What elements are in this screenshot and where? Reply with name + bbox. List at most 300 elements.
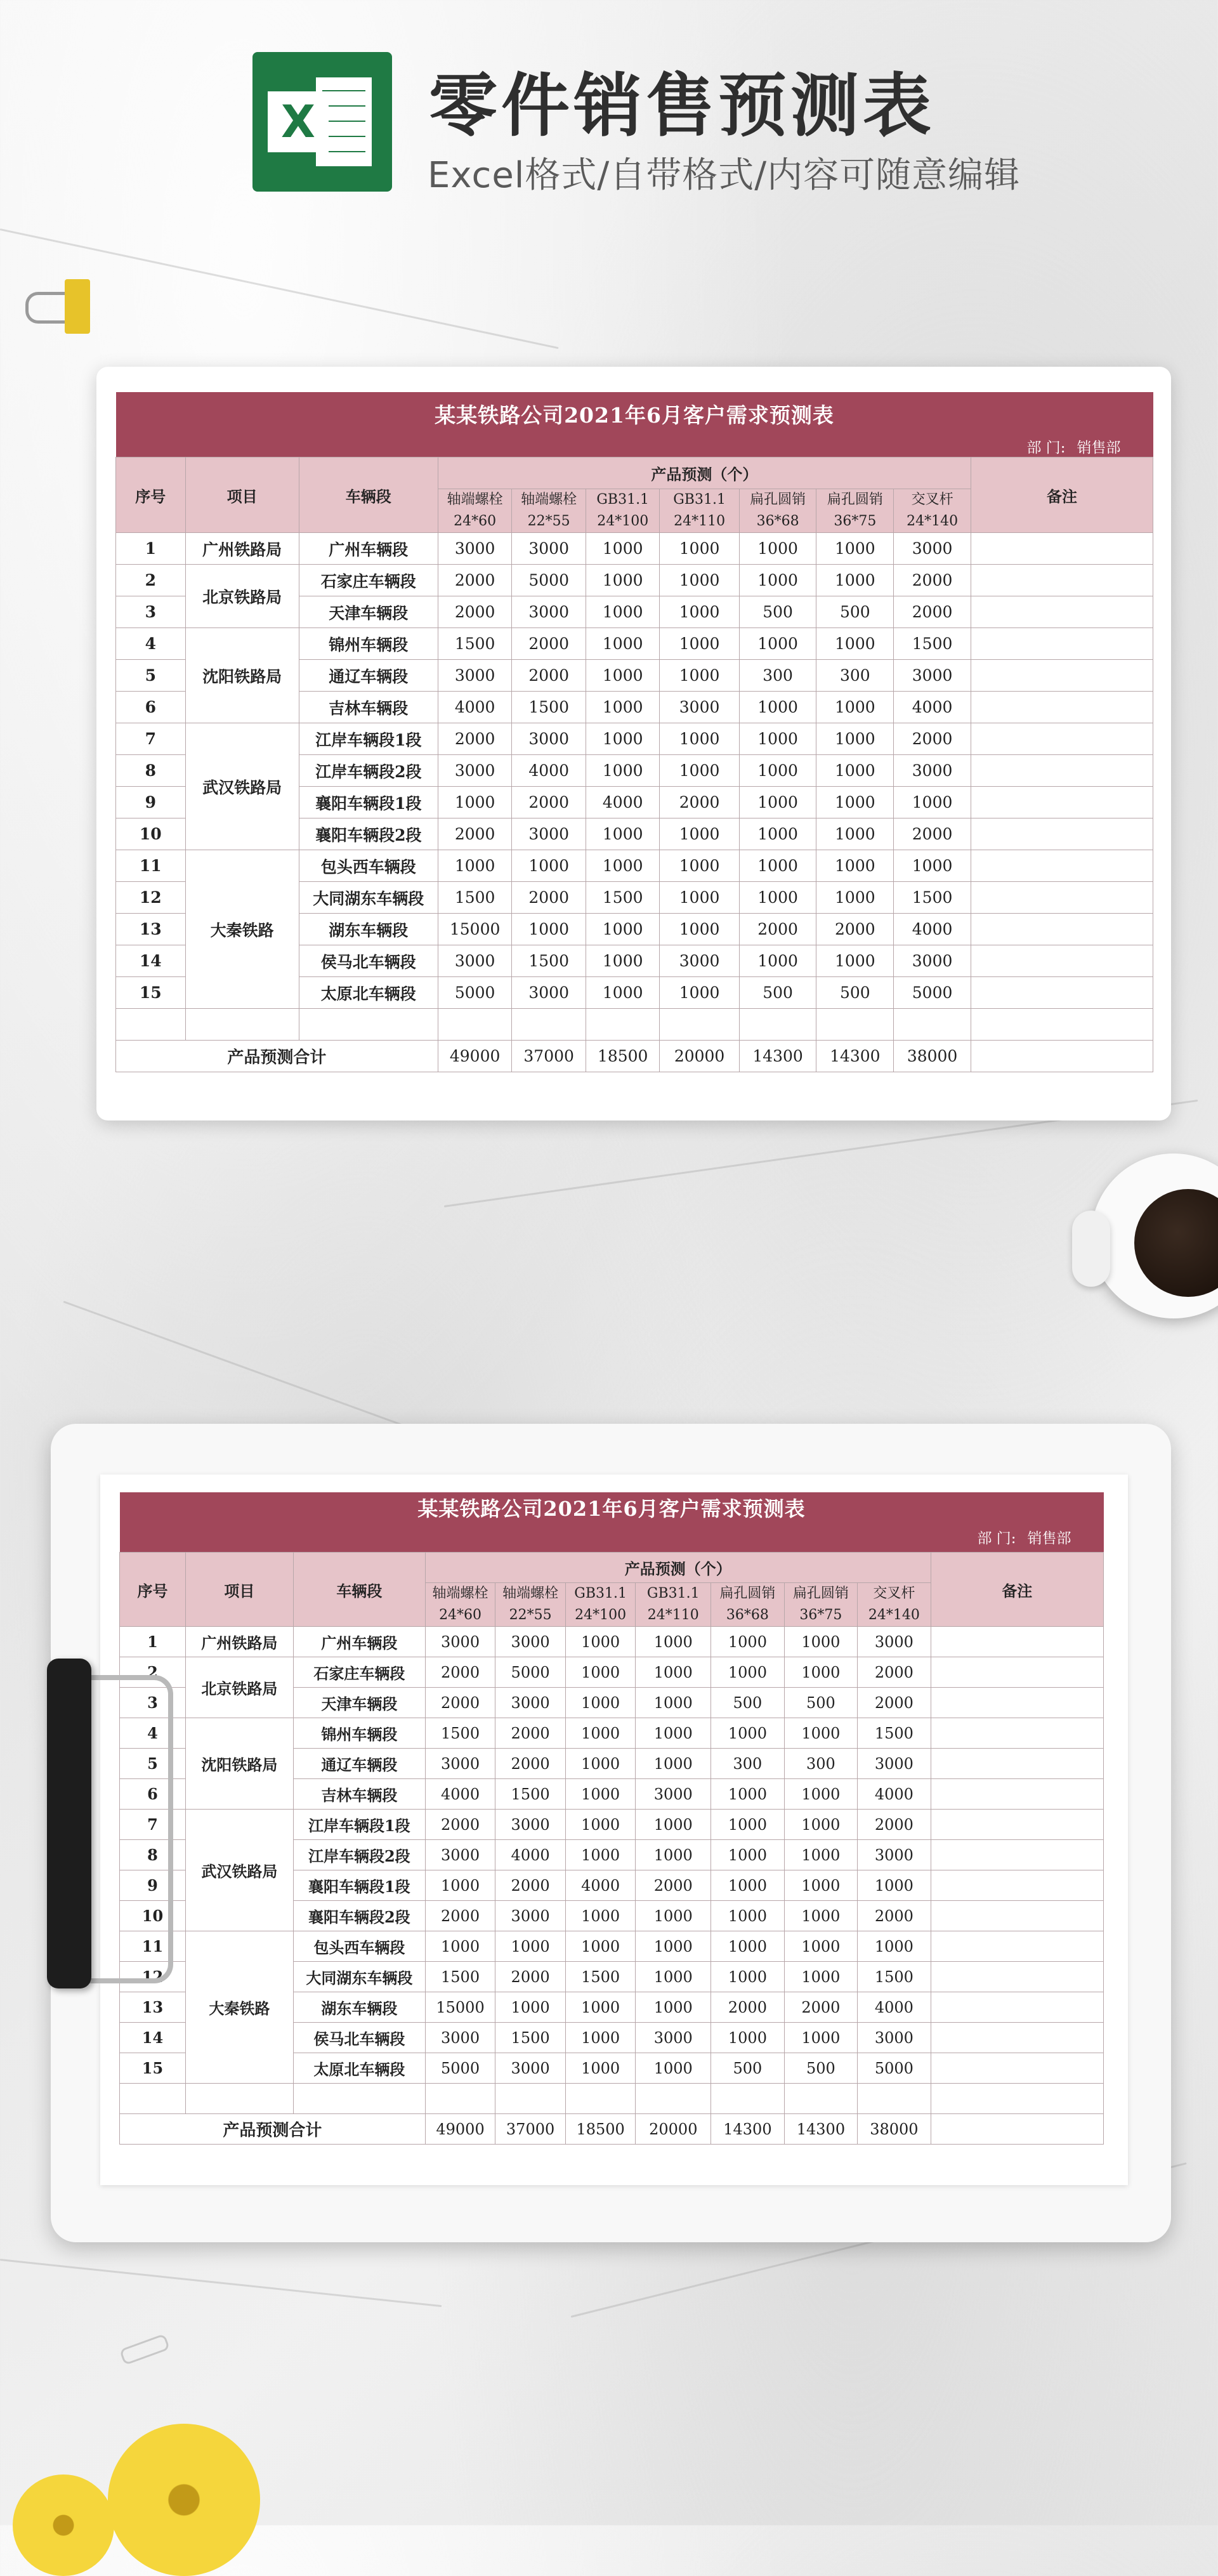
header-product-2 — [495, 1583, 566, 1627]
product-name: GB31.1 — [574, 1586, 627, 1601]
product-name: 轴端螺栓 — [521, 492, 577, 508]
forecast-value: 1000 — [438, 850, 512, 882]
total-value: 20000 — [660, 1041, 739, 1072]
forecast-value: 1000 — [586, 533, 660, 565]
forecast-value: 3000 — [894, 945, 971, 977]
forecast-value: 2000 — [660, 787, 739, 818]
empty-cell — [586, 1009, 660, 1041]
section-cell: 广州车辆段 — [299, 533, 438, 565]
forecast-value: 4000 — [894, 914, 971, 945]
forecast-value: 15000 — [425, 1992, 495, 2023]
empty-cell — [185, 1009, 299, 1041]
forecast-value: 1000 — [660, 565, 739, 596]
forecast-value: 3000 — [858, 1627, 931, 1657]
forecast-value: 1500 — [512, 945, 586, 977]
remark-cell — [931, 1627, 1103, 1657]
product-name: GB31.1 — [673, 492, 726, 508]
section-cell: 湖东车辆段 — [293, 1992, 425, 2023]
forecast-value: 1000 — [784, 1931, 857, 1962]
forecast-value: 3000 — [660, 945, 739, 977]
forecast-value: 3000 — [438, 945, 512, 977]
forecast-value: 1000 — [739, 692, 816, 723]
product-spec: 36*68 — [726, 1607, 769, 1623]
table-row — [116, 565, 1153, 596]
forecast-value: 1000 — [660, 533, 739, 565]
forecast-value: 1500 — [425, 1718, 495, 1749]
forecast-value: 500 — [784, 1688, 857, 1718]
row-index: 15 — [116, 977, 186, 1009]
remark-cell — [931, 1992, 1103, 2023]
forecast-value: 1000 — [784, 1657, 857, 1688]
total-value: 49000 — [438, 1041, 512, 1072]
header-product-forecast: 产品预测（个） — [438, 457, 971, 489]
table-title: 某某铁路公司2021年6月客户需求预测表 — [116, 392, 1153, 435]
binder-clip-icon — [25, 279, 95, 330]
forecast-value: 3000 — [660, 692, 739, 723]
product-name: GB31.1 — [646, 1586, 700, 1601]
forecast-value: 1000 — [660, 914, 739, 945]
empty-cell — [425, 2084, 495, 2114]
marble-vein — [0, 2259, 442, 2307]
section-cell: 侯马北车辆段 — [299, 945, 438, 977]
remark-cell — [931, 1779, 1103, 1810]
empty-cell — [185, 2084, 293, 2114]
product-spec: 24*60 — [454, 513, 497, 529]
forecast-value: 1000 — [636, 1962, 711, 1992]
table-row — [116, 850, 1153, 882]
product-name: 轴端螺栓 — [432, 1586, 488, 1601]
row-index: 9 — [116, 787, 186, 818]
forecast-value: 3000 — [512, 533, 586, 565]
product-spec: 22*55 — [509, 1607, 552, 1623]
forecast-value: 1000 — [586, 692, 660, 723]
forecast-value: 1000 — [711, 1931, 784, 1962]
forecast-value: 500 — [711, 1688, 784, 1718]
header-section: 车辆段 — [293, 1553, 425, 1627]
forecast-value: 4000 — [894, 692, 971, 723]
forecast-value: 1500 — [438, 628, 512, 660]
row-index: 9 — [120, 1870, 186, 1901]
forecast-value: 1000 — [739, 628, 816, 660]
header-product-6 — [816, 489, 894, 533]
forecast-value: 4000 — [512, 755, 586, 787]
remark-cell — [931, 1901, 1103, 1931]
remark-cell — [971, 945, 1153, 977]
forecast-value: 1500 — [495, 1779, 566, 1810]
forecast-value: 3000 — [894, 755, 971, 787]
forecast-value: 2000 — [858, 1657, 931, 1688]
section-cell: 锦州车辆段 — [299, 628, 438, 660]
forecast-value: 3000 — [858, 2023, 931, 2053]
forecast-value: 1000 — [711, 1962, 784, 1992]
forecast-value: 2000 — [894, 565, 971, 596]
forecast-value: 5000 — [425, 2053, 495, 2084]
section-cell: 包头西车辆段 — [293, 1931, 425, 1962]
forecast-value: 1000 — [711, 1657, 784, 1688]
forecast-value: 1000 — [660, 818, 739, 850]
section-cell: 江岸车辆段2段 — [299, 755, 438, 787]
forecast-value: 1000 — [586, 977, 660, 1009]
forecast-value: 1000 — [711, 1627, 784, 1657]
product-name: 扁孔圆销 — [719, 1586, 776, 1601]
product-spec: 36*68 — [756, 513, 799, 529]
forecast-value: 1000 — [636, 1992, 711, 2023]
header-product-3 — [565, 1583, 636, 1627]
forecast-value: 1000 — [565, 2023, 636, 2053]
row-index: 5 — [116, 660, 186, 692]
forecast-value: 1000 — [586, 755, 660, 787]
forecast-value: 3000 — [495, 1627, 566, 1657]
forecast-value: 1000 — [816, 533, 894, 565]
row-index: 10 — [116, 818, 186, 850]
section-cell: 襄阳车辆段2段 — [293, 1901, 425, 1931]
header-index: 序号 — [116, 457, 186, 533]
project-cell: 沈阳铁路局 — [185, 628, 299, 723]
forecast-value: 1000 — [512, 914, 586, 945]
forecast-value: 1000 — [425, 1870, 495, 1901]
forecast-value: 500 — [816, 977, 894, 1009]
department-row — [120, 1522, 1104, 1553]
forecast-value: 2000 — [512, 628, 586, 660]
forecast-value: 1500 — [495, 2023, 566, 2053]
remark-cell — [971, 818, 1153, 850]
empty-cell — [660, 1009, 739, 1041]
forecast-value: 2000 — [894, 818, 971, 850]
flower-decoration — [13, 2474, 114, 2576]
total-label: 产品预测合计 — [120, 2114, 426, 2145]
forecast-value: 1000 — [586, 596, 660, 628]
row-index: 8 — [120, 1840, 186, 1870]
forecast-value: 1000 — [565, 1779, 636, 1810]
blank-row — [116, 1009, 1153, 1041]
forecast-value: 2000 — [784, 1992, 857, 2023]
forecast-value: 1000 — [739, 850, 816, 882]
forecast-value: 1000 — [816, 882, 894, 914]
forecast-value: 2000 — [438, 596, 512, 628]
row-index: 14 — [116, 945, 186, 977]
forecast-value: 500 — [711, 2053, 784, 2084]
header-product-5 — [739, 489, 816, 533]
forecast-value: 1500 — [894, 882, 971, 914]
department-label: 部 门: — [1026, 439, 1066, 456]
forecast-sheet-card — [96, 367, 1171, 1120]
forecast-value: 3000 — [512, 596, 586, 628]
table-row — [116, 533, 1153, 565]
forecast-value: 300 — [711, 1749, 784, 1779]
forecast-value: 2000 — [425, 1657, 495, 1688]
total-remark-cell — [931, 2114, 1103, 2145]
product-name: 交叉杆 — [911, 492, 953, 508]
forecast-value: 3000 — [858, 1749, 931, 1779]
project-cell: 大秦铁路 — [185, 1931, 293, 2084]
product-spec: 36*75 — [834, 513, 877, 529]
total-value: 14300 — [711, 2114, 784, 2145]
forecast-value: 5000 — [512, 565, 586, 596]
forecast-value: 500 — [816, 596, 894, 628]
forecast-value: 1000 — [711, 1901, 784, 1931]
total-row — [116, 1041, 1153, 1072]
forecast-value: 5000 — [495, 1657, 566, 1688]
header-product-7 — [858, 1583, 931, 1627]
forecast-value: 1000 — [565, 1718, 636, 1749]
forecast-value: 2000 — [495, 1718, 566, 1749]
forecast-value: 1000 — [816, 628, 894, 660]
section-cell: 天津车辆段 — [293, 1688, 425, 1718]
product-spec: 24*100 — [597, 513, 649, 529]
forecast-value: 2000 — [636, 1870, 711, 1901]
header-product-4 — [660, 489, 739, 533]
empty-cell — [894, 1009, 971, 1041]
forecast-value: 1000 — [586, 914, 660, 945]
forecast-value: 1500 — [858, 1718, 931, 1749]
forecast-value: 3000 — [425, 1749, 495, 1779]
forecast-value: 2000 — [438, 723, 512, 755]
forecast-value: 3000 — [495, 1901, 566, 1931]
header-product-1 — [438, 489, 512, 533]
remark-cell — [971, 692, 1153, 723]
forecast-value: 1000 — [565, 1992, 636, 2023]
blank-row — [120, 2084, 1104, 2114]
forecast-value: 3000 — [858, 1840, 931, 1870]
forecast-value: 3000 — [512, 723, 586, 755]
forecast-value: 2000 — [495, 1870, 566, 1901]
forecast-value: 1000 — [565, 1810, 636, 1840]
forecast-value: 3000 — [425, 2023, 495, 2053]
forecast-value: 1000 — [565, 1688, 636, 1718]
row-index: 13 — [120, 1992, 186, 2023]
section-cell: 通辽车辆段 — [293, 1749, 425, 1779]
forecast-value: 1000 — [660, 882, 739, 914]
forecast-value: 5000 — [858, 2053, 931, 2084]
forecast-value: 1000 — [784, 1779, 857, 1810]
row-index: 2 — [120, 1657, 186, 1688]
forecast-value: 1000 — [565, 1840, 636, 1870]
flower-decoration — [108, 2424, 260, 2576]
forecast-value: 1500 — [565, 1962, 636, 1992]
remark-cell — [971, 533, 1153, 565]
forecast-value: 1500 — [586, 882, 660, 914]
forecast-value: 5000 — [438, 977, 512, 1009]
forecast-value: 1000 — [660, 723, 739, 755]
forecast-value: 1000 — [586, 850, 660, 882]
header-remark: 备注 — [931, 1553, 1103, 1627]
forecast-value: 1000 — [739, 787, 816, 818]
forecast-value: 300 — [816, 660, 894, 692]
forecast-value: 2000 — [425, 1810, 495, 1840]
forecast-value: 2000 — [495, 1962, 566, 1992]
forecast-value: 3000 — [512, 818, 586, 850]
forecast-value: 1000 — [565, 2053, 636, 2084]
forecast-value: 1000 — [565, 1901, 636, 1931]
table-row — [120, 1810, 1104, 1840]
forecast-value: 1000 — [784, 2023, 857, 2053]
coffee-cup — [1091, 1153, 1218, 1318]
forecast-value: 1000 — [711, 1779, 784, 1810]
forecast-value: 1000 — [636, 1749, 711, 1779]
section-cell: 通辽车辆段 — [299, 660, 438, 692]
section-cell: 襄阳车辆段1段 — [293, 1870, 425, 1901]
row-index: 14 — [120, 2023, 186, 2053]
product-spec: 24*110 — [647, 1607, 699, 1623]
row-index: 13 — [116, 914, 186, 945]
table-row — [116, 628, 1153, 660]
forecast-value: 1500 — [858, 1962, 931, 1992]
forecast-value: 4000 — [495, 1840, 566, 1870]
header-product-6 — [784, 1583, 857, 1627]
forecast-value: 3000 — [894, 660, 971, 692]
clipboard — [51, 1424, 1171, 2242]
forecast-value: 1000 — [636, 1657, 711, 1688]
forecast-value: 2000 — [495, 1749, 566, 1779]
forecast-value: 3000 — [495, 1688, 566, 1718]
table-row — [120, 1657, 1104, 1688]
forecast-value: 2000 — [858, 1688, 931, 1718]
row-index: 11 — [116, 850, 186, 882]
forecast-value: 1000 — [739, 565, 816, 596]
row-index: 15 — [120, 2053, 186, 2084]
remark-cell — [971, 914, 1153, 945]
header-product-4 — [636, 1583, 711, 1627]
forecast-value: 2000 — [858, 1901, 931, 1931]
empty-cell — [299, 1009, 438, 1041]
remark-cell — [971, 628, 1153, 660]
row-index: 7 — [120, 1810, 186, 1840]
paper-clip-icon — [119, 2334, 170, 2365]
total-row — [120, 2114, 1104, 2145]
empty-cell — [293, 2084, 425, 2114]
forecast-value: 1000 — [711, 1840, 784, 1870]
section-cell: 大同湖东车辆段 — [299, 882, 438, 914]
forecast-value: 1000 — [495, 1931, 566, 1962]
forecast-value: 1000 — [636, 1810, 711, 1840]
forecast-value: 2000 — [739, 914, 816, 945]
remark-cell — [971, 723, 1153, 755]
row-index: 10 — [120, 1901, 186, 1931]
project-cell: 广州铁路局 — [185, 533, 299, 565]
department-row — [116, 435, 1153, 457]
product-name: 交叉杆 — [873, 1586, 915, 1601]
empty-cell — [739, 1009, 816, 1041]
product-spec: 22*55 — [527, 513, 570, 529]
page-subtitle: Excel格式/自带格式/内容可随意编辑 — [428, 155, 1021, 196]
section-cell: 天津车辆段 — [299, 596, 438, 628]
forecast-value: 4000 — [438, 692, 512, 723]
empty-cell — [636, 2084, 711, 2114]
forecast-value: 1000 — [660, 755, 739, 787]
excel-icon — [252, 52, 392, 192]
forecast-value: 1000 — [660, 628, 739, 660]
forecast-value: 1000 — [586, 723, 660, 755]
empty-cell — [971, 1009, 1153, 1041]
forecast-value: 1000 — [784, 1901, 857, 1931]
forecast-value: 1000 — [495, 1992, 566, 2023]
forecast-value: 4000 — [858, 1779, 931, 1810]
product-name: GB31.1 — [596, 492, 650, 508]
total-value: 18500 — [586, 1041, 660, 1072]
product-spec: 24*140 — [907, 513, 959, 529]
project-cell: 大秦铁路 — [185, 850, 299, 1009]
department-value: 销售部 — [1027, 1530, 1071, 1547]
section-cell: 襄阳车辆段1段 — [299, 787, 438, 818]
empty-cell — [512, 1009, 586, 1041]
forecast-value: 1000 — [565, 1749, 636, 1779]
section-cell: 锦州车辆段 — [293, 1718, 425, 1749]
section-cell: 吉林车辆段 — [293, 1779, 425, 1810]
total-label: 产品预测合计 — [116, 1041, 438, 1072]
total-value: 20000 — [636, 2114, 711, 2145]
header-project: 项目 — [185, 1553, 293, 1627]
forecast-value: 2000 — [858, 1810, 931, 1840]
section-cell: 广州车辆段 — [293, 1627, 425, 1657]
forecast-value: 1000 — [636, 1901, 711, 1931]
product-name: 扁孔圆销 — [827, 492, 883, 508]
forecast-value: 2000 — [438, 818, 512, 850]
forecast-value: 1000 — [636, 1840, 711, 1870]
forecast-form-copy — [119, 1492, 1104, 2145]
total-value: 14300 — [739, 1041, 816, 1072]
forecast-value: 1000 — [512, 850, 586, 882]
row-index: 3 — [116, 596, 186, 628]
forecast-form — [115, 392, 1153, 1072]
empty-cell — [931, 2084, 1103, 2114]
table-row — [116, 723, 1153, 755]
row-index: 4 — [120, 1718, 186, 1749]
header-remark: 备注 — [971, 457, 1153, 533]
forecast-value: 2000 — [894, 596, 971, 628]
row-index: 8 — [116, 755, 186, 787]
forecast-value: 1000 — [586, 628, 660, 660]
section-cell: 石家庄车辆段 — [293, 1657, 425, 1688]
empty-cell — [816, 1009, 894, 1041]
forecast-value: 2000 — [816, 914, 894, 945]
remark-cell — [971, 565, 1153, 596]
row-index: 12 — [116, 882, 186, 914]
row-index: 11 — [120, 1931, 186, 1962]
project-cell: 广州铁路局 — [185, 1627, 293, 1657]
header-section: 车辆段 — [299, 457, 438, 533]
forecast-value: 1000 — [636, 1627, 711, 1657]
forecast-value: 3000 — [495, 2053, 566, 2084]
row-index: 1 — [116, 533, 186, 565]
forecast-value: 1000 — [894, 787, 971, 818]
project-cell: 沈阳铁路局 — [185, 1718, 293, 1810]
forecast-value: 4000 — [586, 787, 660, 818]
forecast-value: 1000 — [816, 850, 894, 882]
forecast-value: 2000 — [512, 660, 586, 692]
forecast-value: 15000 — [438, 914, 512, 945]
total-value: 38000 — [894, 1041, 971, 1072]
section-cell: 包头西车辆段 — [299, 850, 438, 882]
forecast-value: 1000 — [739, 755, 816, 787]
section-cell: 江岸车辆段1段 — [299, 723, 438, 755]
project-cell: 武汉铁路局 — [185, 1810, 293, 1931]
header-index: 序号 — [120, 1553, 186, 1627]
remark-cell — [931, 1870, 1103, 1901]
forecast-value: 1000 — [586, 945, 660, 977]
section-cell: 侯马北车辆段 — [293, 2023, 425, 2053]
empty-cell — [495, 2084, 566, 2114]
table-title: 某某铁路公司2021年6月客户需求预测表 — [120, 1492, 1104, 1522]
forecast-value: 5000 — [894, 977, 971, 1009]
remark-cell — [931, 1931, 1103, 1962]
forecast-value: 1000 — [711, 1810, 784, 1840]
forecast-value: 1000 — [784, 1962, 857, 1992]
forecast-value: 1500 — [894, 628, 971, 660]
forecast-value: 1000 — [816, 818, 894, 850]
remark-cell — [931, 1749, 1103, 1779]
total-value: 14300 — [784, 2114, 857, 2145]
table-row — [120, 1627, 1104, 1657]
